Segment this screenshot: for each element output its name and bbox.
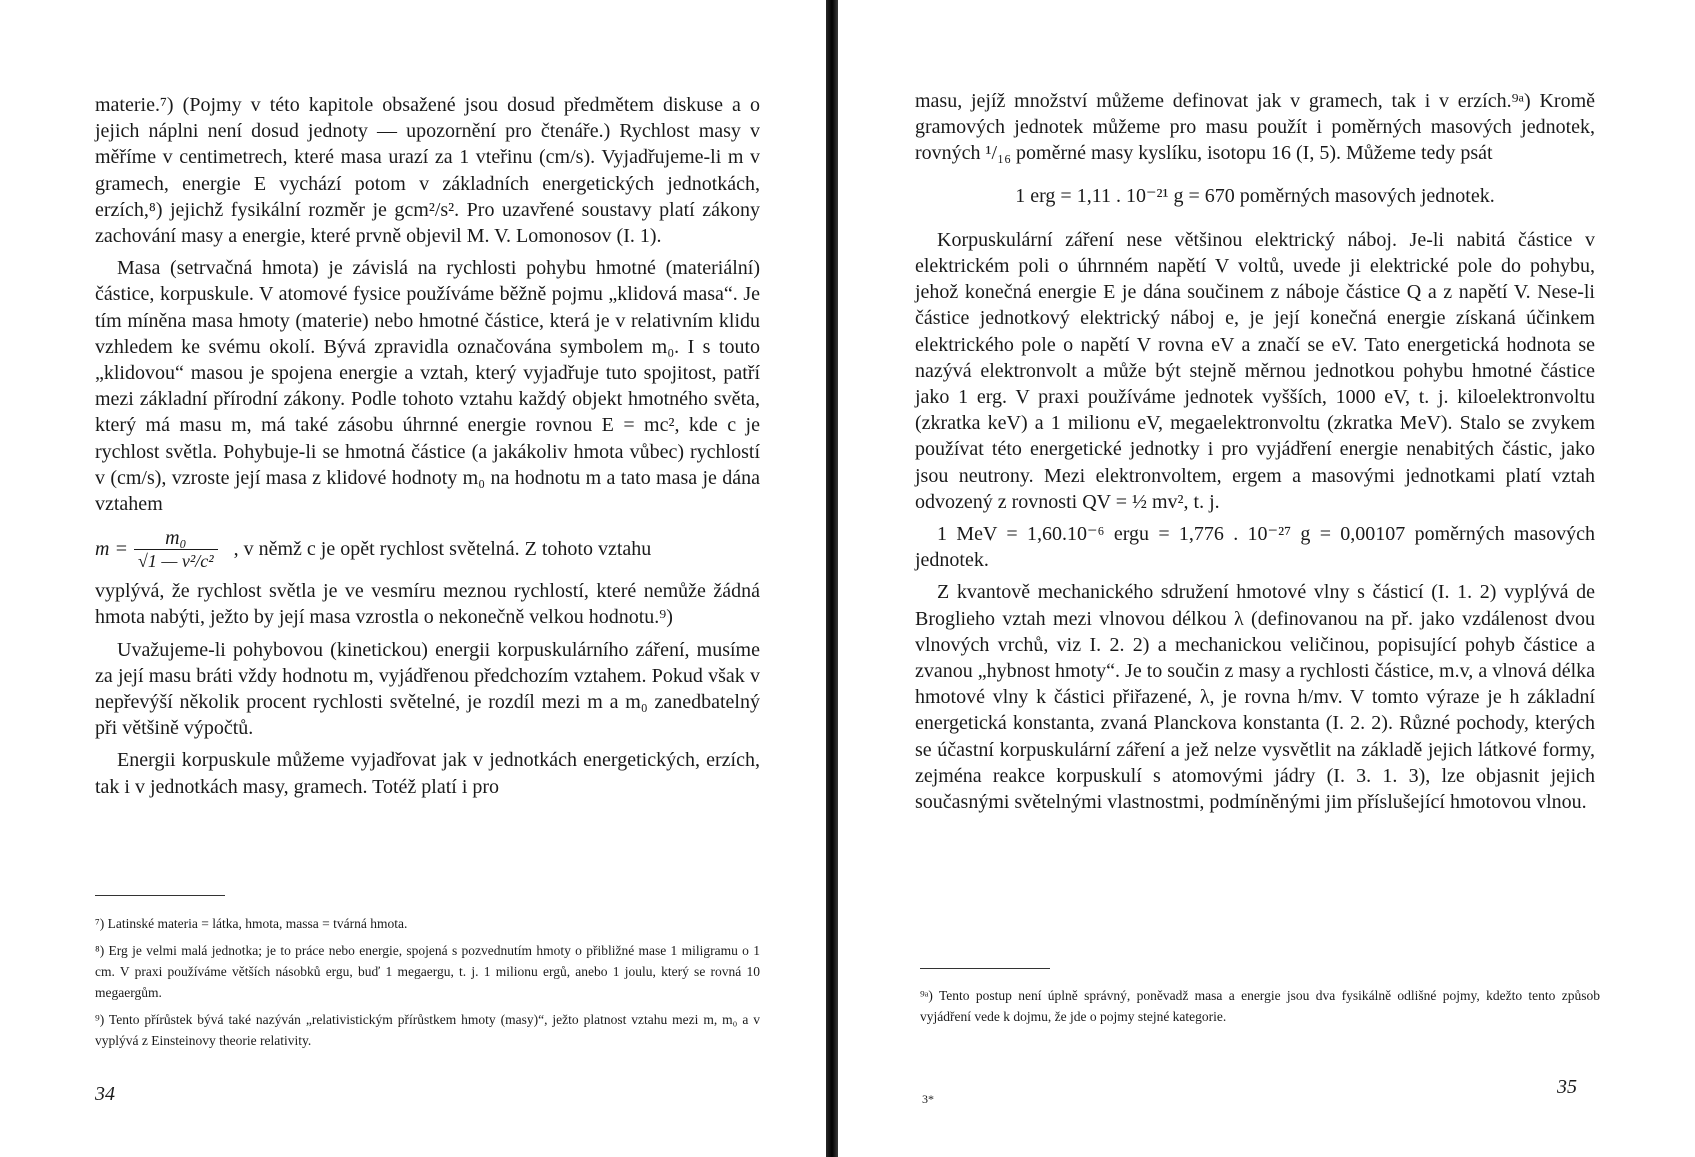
formula-trailing-text: , v němž c je opět rychlost světelná. Z tohoto vztahu	[233, 538, 652, 561]
right-page-text	[915, 88, 1595, 815]
right-paragraph-2: Korpuskulární záření nese většinou elektrický náboj. Je-li nabitá částice v elektrickém poli o úhrnném napětí V voltů, uvede ji elektrické pole do pohybu, jehož konečná energie E je dána součinem z náboje částice Q a z napětí V. Nese-li částice jednotkový elektrický náboj e, je její konečná energie získaná účinkem elektrického pole o napětí V rovna eV a značí se eV. Tato energetická hodnota se nazývá elektronvolt a může být stejně měrnou jednotkou pohybu hmotné částice jako 1 erg. V praxi používáme jednotek vyšších, 1000 eV, t. j. kiloelektronvoltu (zkratka keV) a 1 milionu eV, megaelektronvoltu (zkratka MeV). Stalo se zvykem používat této energetické jednotky i pro vyjádření energie nenabitých částic, jako jsou neutrony. Mezi elektronvoltem, ergem a masovými jednotkami platí vztah odvozený z rovnosti QV = ½ mv², t. j.	[915, 228, 1595, 513]
formula-denominator: √1 — v²/c²	[134, 549, 218, 572]
mev-equation: 1 MeV = 1,60.10⁻⁶ ergu = 1,776 . 10⁻²⁷ g = 0,00107 poměrných masových jednotek.	[915, 523, 1595, 572]
footnote-9a: ⁹ᵃ) Tento postup není úplně správný, poněvadž masa a energie jsou dva fysikálně odlišné pojmy, kdežto tento způsob vyjádření vede k dojmu, že jde o pojmy stejné kategorie.	[920, 988, 1600, 1024]
book-gutter	[826, 0, 838, 1157]
left-page-text	[95, 92, 760, 800]
right-paragraph-3: Z kvantově mechanického sdružení hmotové vlny s částicí (I. 1. 2) vyplývá de Broglieho vztah mezi vlnovou délkou λ (definovanou na př. jako vzdálenost dvou vlnových vrchů, viz I. 2. 2) a mechanickou veličinou, popisující pohyb částice a zvanou „hybnost hmoty“. Je to součin z masy a rychlosti částice, m.v, a vlnová délka hmotové vlny k částici přiřazené, λ, je rovna h/mv. V tomto výraze je h základní energetická konstanta, zvaná Planckova konstanta (I. 2. 2). Různé pochody, kterých se účastní korpuskulární záření a jež nelze vysvětlit na základě jejich látkové formy, zejména reakce korpuskulí s atomovými jádry (I. 3. 1. 3), lze objasnit jejich současnými světelnými vlastnostmi, podmíněnými jim příslušející hmotovou vlnou.	[915, 581, 1595, 814]
footnote-7: ⁷) Latinské materia = látka, hmota, massa = tvárná hmota.	[95, 916, 408, 931]
right-page	[840, 0, 1695, 1157]
erg-equation: 1 erg = 1,11 . 10⁻²¹ g = 670 poměrných masových jednotek.	[1015, 184, 1495, 207]
formula-fraction	[134, 527, 218, 572]
left-paragraph-1: materie.⁷) (Pojmy v této kapitole obsažené jsou dosud předmětem diskuse a o jejich náplni není dosud jednoty — upozornění pro čtenáře.) Rychlost masy v měříme v centimetrech, které masa urazí za 1 vteřinu (cm/s). Vyjadřujeme-li m v gramech, energie E vychází potom v základních energetických jednotkách, erzích,⁸) jejichž fysikální rozměr je gcm²/s². Pro uzavřené soustavy platí zákony zachování masy a energie, které prvně objevil M. V. Lomonosov (I. 1).	[95, 94, 760, 248]
right-page-number: 35	[1557, 1076, 1577, 1098]
left-page-number: 34	[95, 1083, 115, 1105]
right-footnotes	[920, 985, 1600, 1033]
left-footnote-separator	[95, 895, 225, 896]
footnote-8: ⁸) Erg je velmi malá jednotka; je to práce nebo energie, spojená s pozvednutím hmoty o přibližné mase 1 miligramu o 1 cm. V praxi používáme větších násobků ergu, buď 1 megaergu, t. j. 1 milionu ergů, anebo 1 joulu, který se rovná 10 megaergům.	[95, 943, 760, 1000]
left-paragraph-2: Masa (setrvačná hmota) je závislá na rychlosti pohybu hmotné (materiální) částice, korpuskule. V atomové fysice používáme běžně pojmu „klidová masa“. Je tím míněna masa hmoty (materie) nebo hmotné částice, která je v relativním klidu vzhledem ke svému okolí. Bývá zpravidla označována symbolem m₀. I s touto „klidovou“ masou je spojena energie a vztah, který vyjadřuje tuto spojitost, patří mezi základní přírodní zákony. Podle tohoto vztahu každý objekt hmotného světa, který má masu m, má také zásobu úhrnné energie rovnou E = mc², kde c je rychlost světla. Pohybuje-li se hmotná částice (a jakákoliv hmota vůbec) rychlostí v (cm/s), vzroste její masa z klidové hodnoty m₀ na hodnotu m a tato masa je dána vztahem	[95, 257, 760, 516]
left-paragraph-5: Energii korpuskule můžeme vyjadřovat jak v jednotkách energetických, erzích, tak i v jednotkách masy, gramech. Totéž platí i pro	[95, 749, 760, 798]
left-paragraph-4: Uvažujeme-li pohybovou (kinetickou) energii korpuskulárního záření, musíme za její masu bráti vždy hodnotu m, vyjádřenou předchozím vztahem. Pokud však v nepřevýší několik procent rychlosti světelné, je rozdíl mezi m a m₀ zanedbatelný při většině výpočtů.	[95, 638, 760, 740]
right-footnote-separator	[920, 968, 1050, 969]
left-footnotes	[95, 913, 760, 1057]
formula-lhs: m =	[95, 538, 128, 561]
left-paragraph-3: vyplývá, že rychlost světla je ve vesmíru meznou rychlostí, které nemůže žádná hmota nabýti, ježto by její masa vzrostla o nekonečně velkou hodnotu.⁹)	[95, 580, 760, 629]
mass-formula	[95, 527, 760, 572]
right-paragraph-1: masu, jejíž množství můžeme definovat jak v gramech, tak i v erzích.⁹ᵃ) Kromě gramových jednotek můžeme pro masu použít i poměrných masových jednotek, rovných ¹/₁₆ poměrné masy kyslíku, isotopu 16 (I, 5). Můžeme tedy psát	[915, 90, 1595, 165]
printer-signature: 3*	[922, 1092, 934, 1106]
footnote-9: ⁹) Tento přírůstek bývá také nazýván „relativistickým přírůstkem hmoty (masy)“, ježto platnost vztahu mezi m, m₀ a v vyplývá z Einsteinovy theorie relativity.	[95, 1012, 760, 1048]
formula-numerator: m₀	[165, 527, 187, 550]
